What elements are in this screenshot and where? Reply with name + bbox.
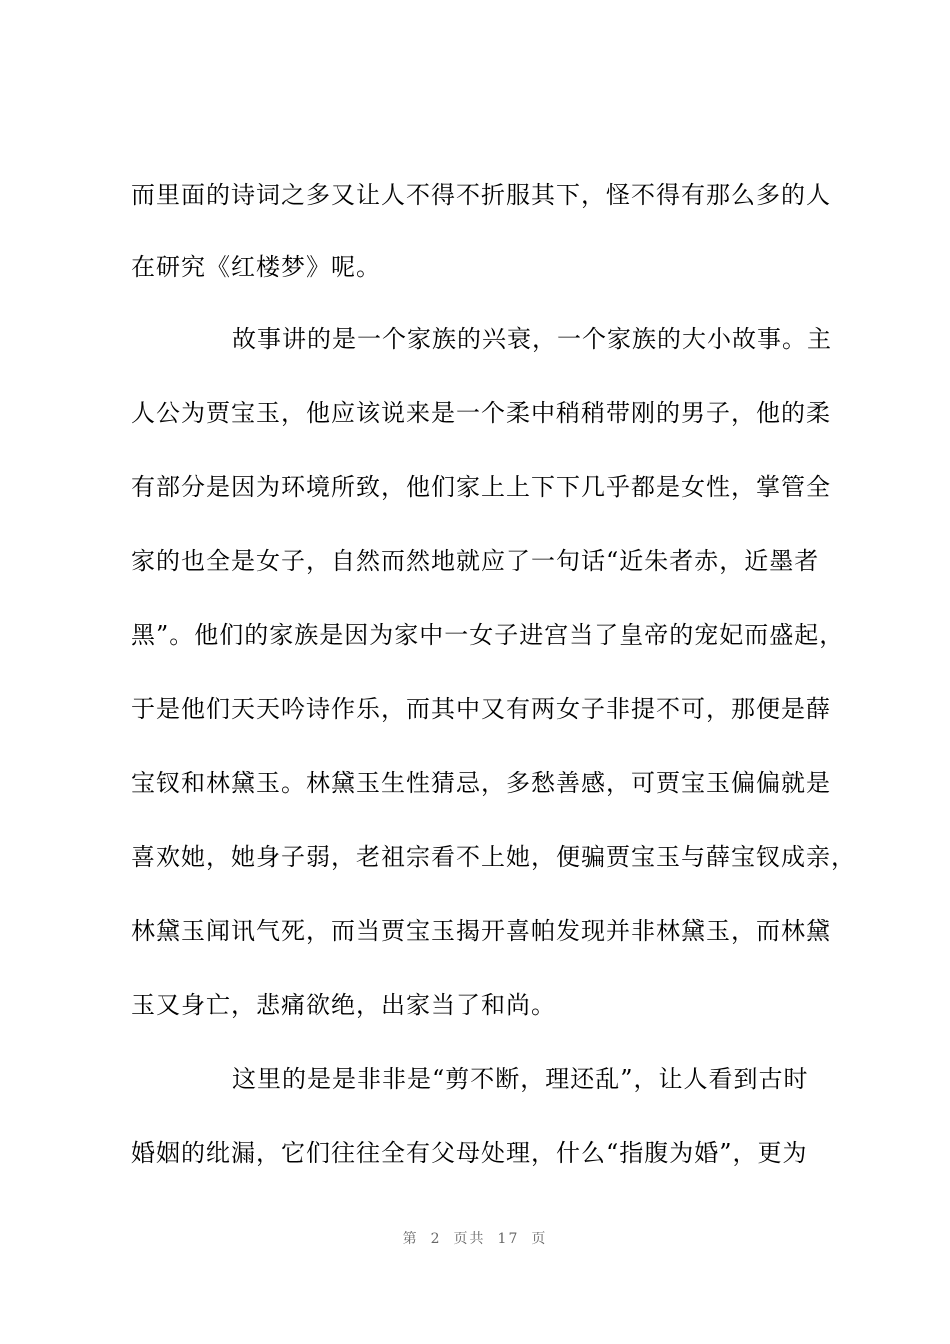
footer-total-pages: 17 xyxy=(497,1231,520,1247)
paragraph-line: 家的也全是女子，自然而然地就应了一句话“近朱者赤，近墨者 xyxy=(131,547,820,575)
paragraph-line: 有部分是因为环境所致，他们家上上下下几乎都是女性，掌管全 xyxy=(131,473,831,501)
footer-prefix: 第 xyxy=(402,1231,419,1247)
paragraph-line: 在研究《红楼梦》呢。 xyxy=(131,253,381,281)
paragraph-line: 林黛玉闻讯气死，而当贾宝玉揭开喜帕发现并非林黛玉，而林黛 xyxy=(131,917,831,945)
paragraph-line: 人公为贾宝玉，他应该说来是一个柔中稍稍带刚的男子，他的柔 xyxy=(131,399,831,427)
paragraph-line: 宝钗和林黛玉。林黛玉生性猜忌，多愁善感，可贾宝玉偏偏就是 xyxy=(131,769,831,797)
page-footer xyxy=(0,1228,950,1248)
paragraph-line: 玉又身亡，悲痛欲绝，出家当了和尚。 xyxy=(131,991,556,1019)
paragraph-line: 喜欢她，她身子弱，老祖宗看不上她，便骗贾宝玉与薛宝钗成亲， xyxy=(131,843,856,871)
footer-current-page: 2 xyxy=(430,1231,442,1247)
paragraph-line: 于是他们天天吟诗作乐，而其中又有两女子非提不可，那便是薛 xyxy=(131,695,831,723)
footer-middle: 页共 xyxy=(453,1231,486,1247)
paragraph-line: 黑”。他们的家族是因为家中一女子进宫当了皇帝的宠妃而盛起， xyxy=(131,621,845,649)
paragraph-line: 婚姻的纰漏，它们往往全有父母处理，什么“指腹为婚”，更为 xyxy=(131,1139,808,1167)
paragraph-line: 而里面的诗词之多又让人不得不折服其下，怪不得有那么多的人 xyxy=(131,181,831,209)
paragraph-line: 故事讲的是一个家族的兴衰，一个家族的大小故事。主 xyxy=(232,325,832,353)
paragraph-line: 这里的是是非非是“剪不断，理还乱”，让人看到古时 xyxy=(232,1065,809,1093)
footer-suffix: 页 xyxy=(531,1231,548,1247)
